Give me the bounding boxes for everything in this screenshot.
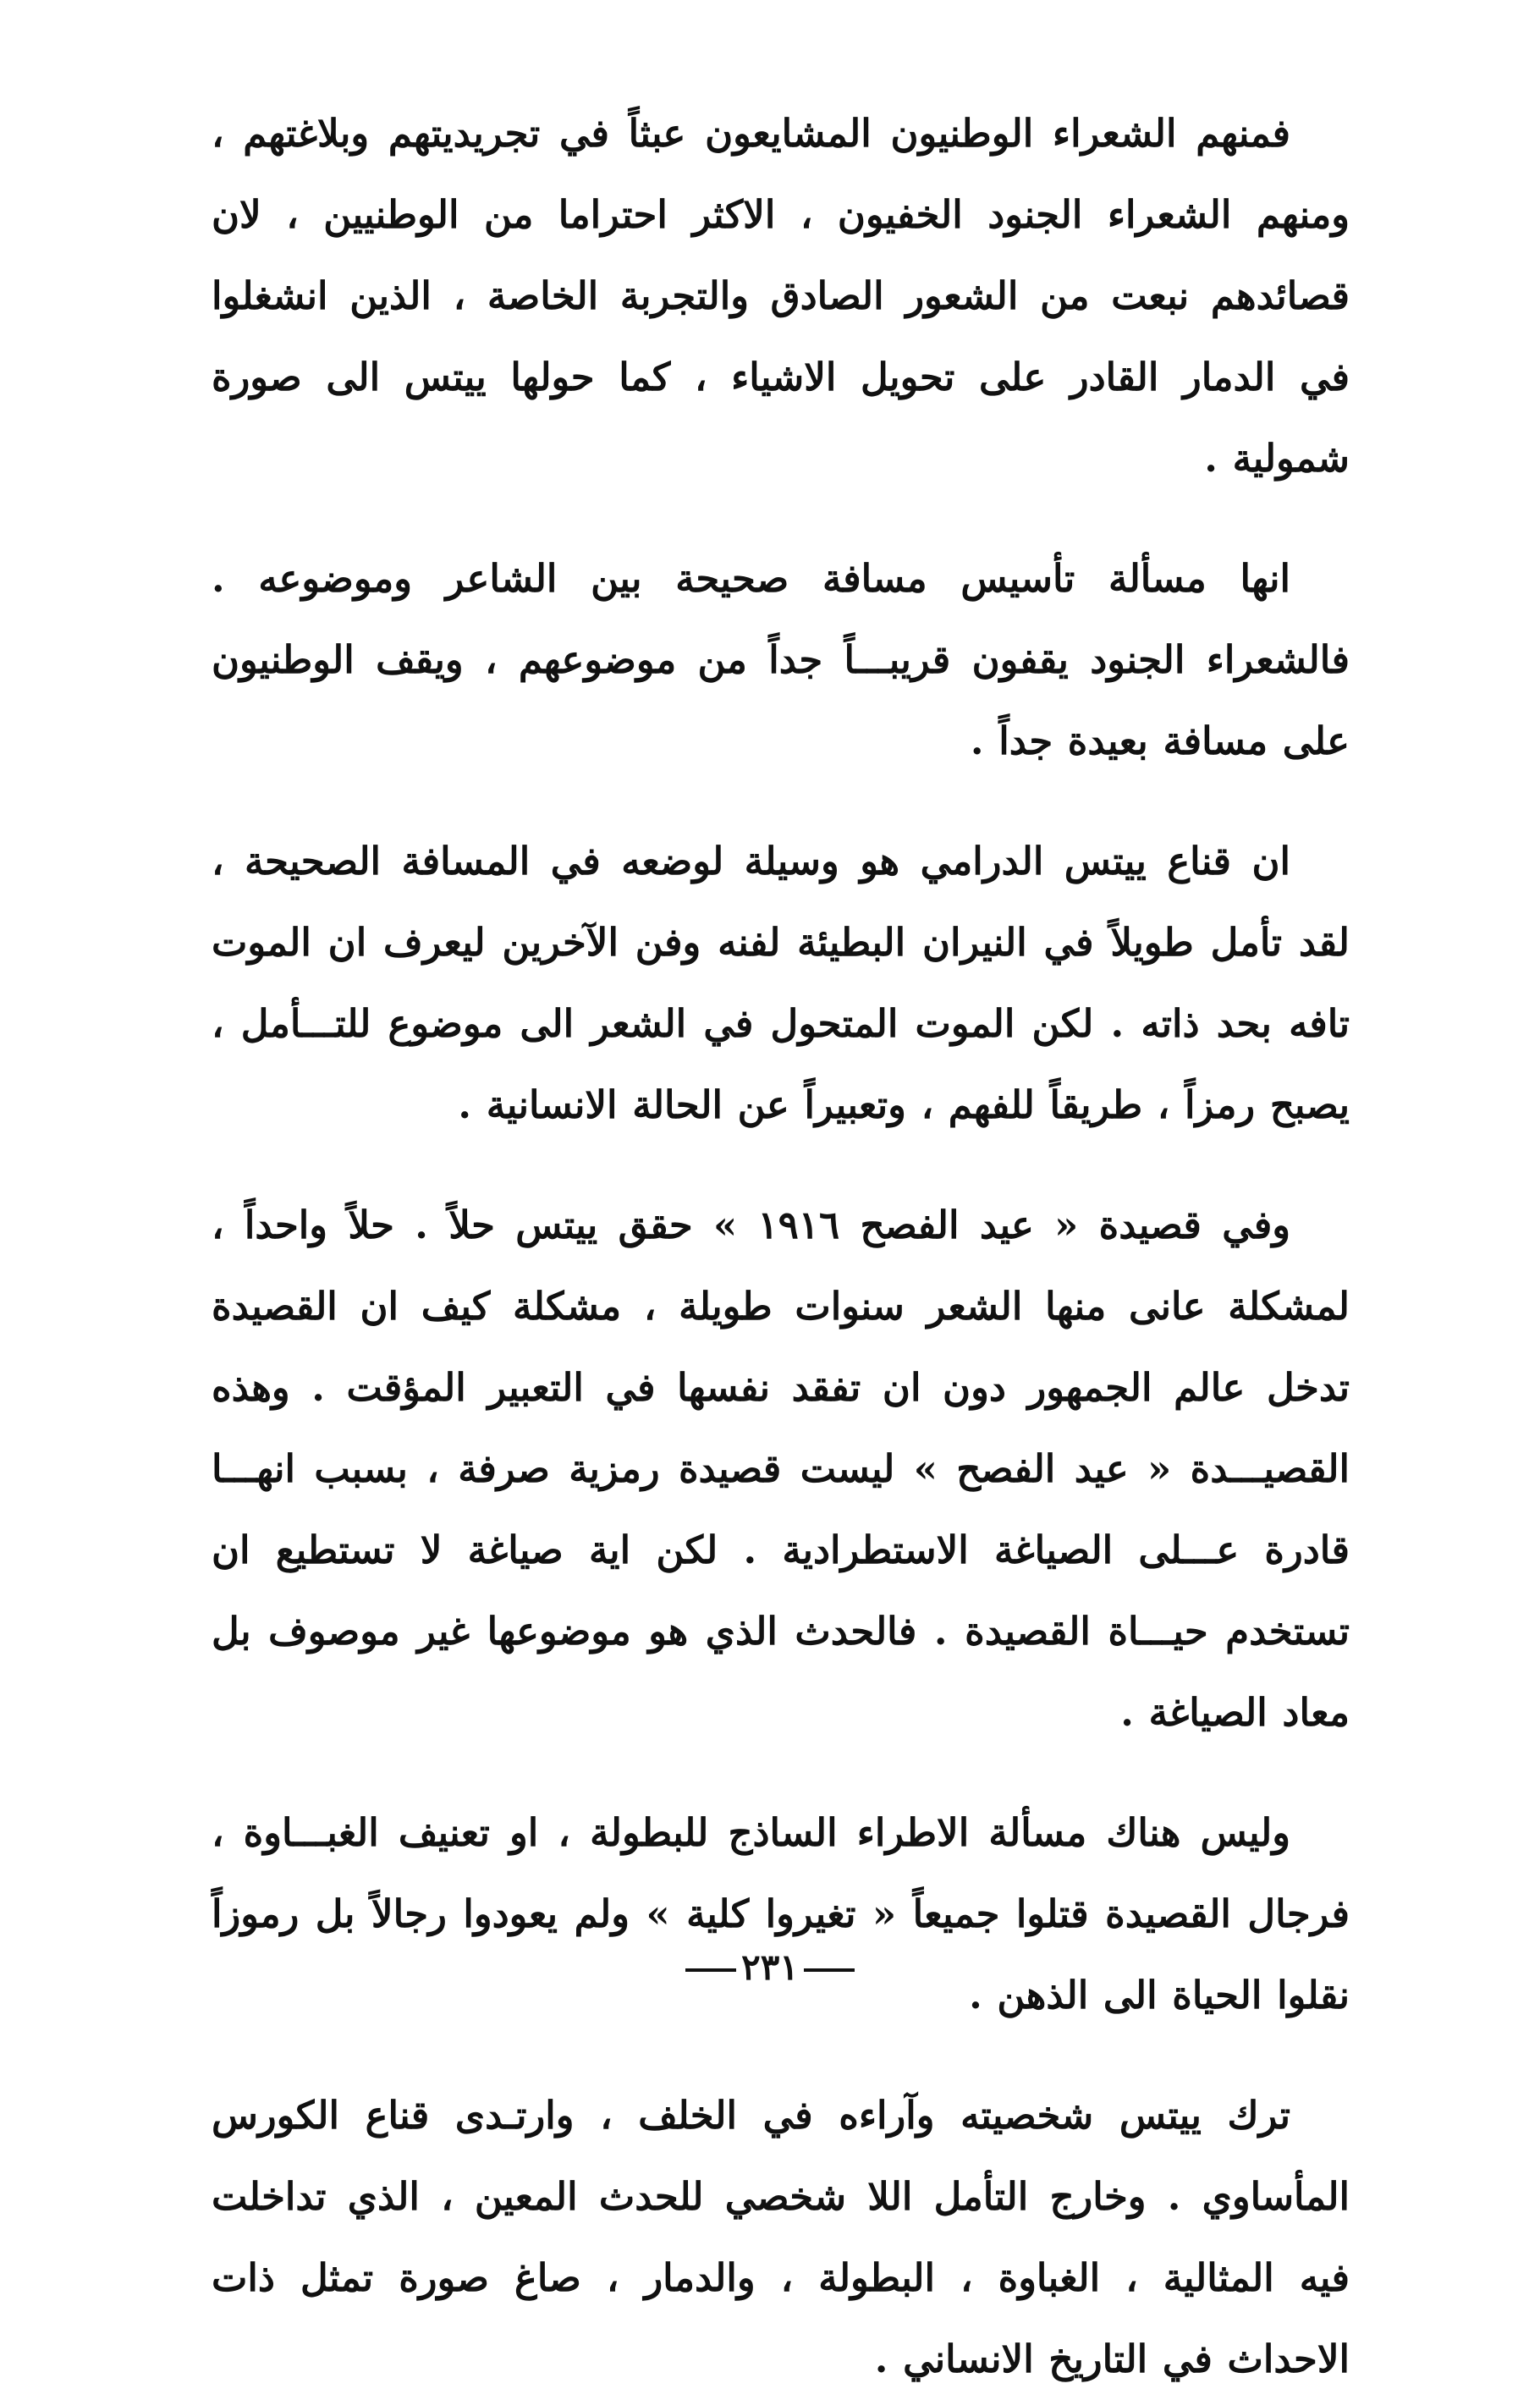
paragraph-5: وليس هناك مسألة الاطراء الساذج للبطولة ، او تعنيف الغبـــاوة ، فرجال القصيدة قتلوا جميعاً « تغيروا كلية » ولم يعودوا رجالاً بل رموزاً نقلوا الحياة الى الذهن . [212,1810,1350,2017]
paragraph-6: ترك ييتس شخصيته وآراءه في الخلف ، وارتـدى قناع الكورس المأساوي . وخارج التأمل اللا شخصي للحدث المعين ، الذي تداخلت فيه المثالية ، الغباوة ، البطولة ، والدمار ، صاغ صورة تمثل ذات الاحداث في التاريخ الانساني . [212,2093,1350,2381]
document-page [212,93,1350,2381]
page-number-footer [0,1946,1540,1988]
paragraph-2: انها مسألة تأسيس مسافة صحيحة بين الشاعر وموضوعه . فالشعراء الجنود يقفون قريبـــاً جداً من موضوعهم ، ويقف الوطنيون على مسافة بعيدة جداً . [212,556,1350,763]
page-number-dash-right [685,1968,736,1972]
paragraph-1: فمنهم الشعراء الوطنيون المشايعون عبثاً في تجريديتهم وبلاغتهم ، ومنهم الشعراء الجنود الخفيون ، الاكثر احتراما من الوطنيين ، لان قصائدهم نبعت من الشعور الصادق والتجربة الخاصة ، الذين انشغلوا في الدمار القادر على تحويل الاشياء ، كما حولها ييتس الى صورة شمولية . [212,111,1350,481]
page-number-dash-left [804,1968,855,1972]
page-number: ٢٣١ [741,1946,799,1988]
paragraph-4: وفي قصيدة « عيد الفصح ١٩١٦ » حقق ييتس حلاً . حلاً واحداً ، لمشكلة عانى منها الشعر سنوات طويلة ، مشكلة كيف ان القصيدة تدخل عالم الجمهور دون ان تفقد نفسها في التعبير المؤقت . وهذه القصيـــدة « عيد الفصح » ليست قصيدة رمزية صرفة ، بسبب انهـــا قادرة عـــلى الصياغة الاستطرادية . لكن اية صياغة لا تستطيع ان تستخدم حيـــاة القصيدة . فالحدث الذي هو موضوعها غير موصوف بل معاد الصياغة . [212,1203,1350,1735]
paragraph-3: ان قناع ييتس الدرامي هو وسيلة لوضعه في المسافة الصحيحة ، لقد تأمل طويلاً في النيران البطيئة لفنه وفن الآخرين ليعرف ان الموت تافه بحد ذاته . لكن الموت المتحول في الشعر الى موضوع للتـــأمل ، يصبح رمزاً ، طريقاً للفهم ، وتعبيراً عن الحالة الانسانية . [212,839,1350,1127]
